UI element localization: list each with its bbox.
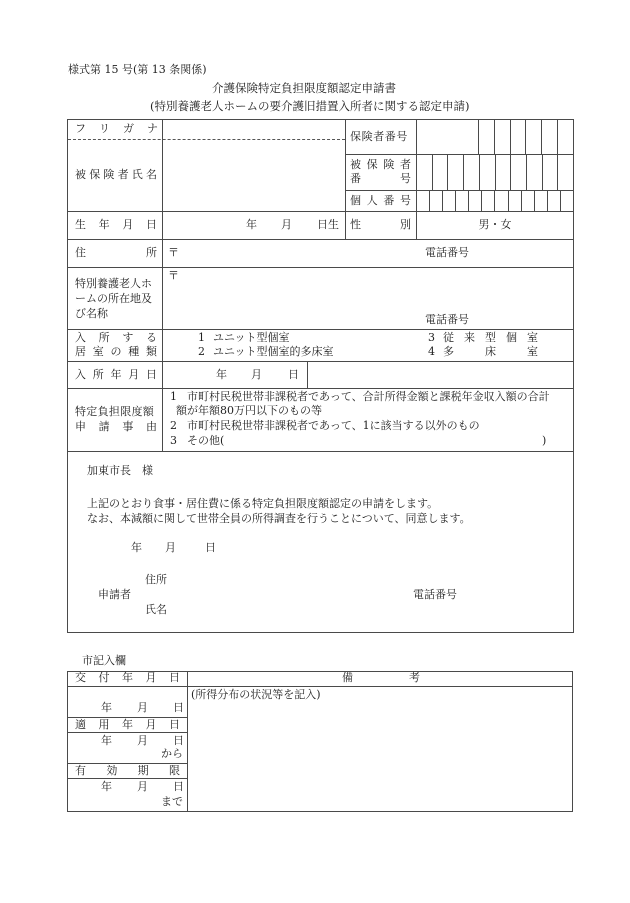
admission-blank-cell <box>307 361 574 389</box>
digit-box <box>527 155 543 190</box>
addressee: 加東市長 様 <box>87 464 153 477</box>
admission-month-unit: 月 <box>251 368 262 381</box>
room-type-1-number: 1 <box>198 331 205 344</box>
applicant-section <box>67 451 574 633</box>
application-month-unit: 月 <box>165 541 176 554</box>
furigana-divider <box>68 139 345 140</box>
room-type-1-label: ユニット型個室 <box>213 331 290 344</box>
room-type-2-number: 2 <box>198 345 205 358</box>
issue-month-unit: 月 <box>137 701 148 714</box>
digit-box <box>417 155 433 190</box>
remarks-body-cell <box>187 686 573 812</box>
furigana-label: フ リ ガ ナ <box>75 122 158 135</box>
room-type-3-label: 従 来 型 個 室 <box>443 331 538 344</box>
digit-box <box>482 191 495 211</box>
digit-box <box>433 155 449 190</box>
digit-box <box>430 191 443 211</box>
insurer-number-boxes <box>416 119 574 155</box>
issue-date-value-cell <box>67 686 188 718</box>
form-number: 様式第 15 号(第 13 条関係) <box>68 63 207 76</box>
issue-day-unit: 日 <box>173 701 184 714</box>
form-title: 介護保険特定負担限度額認定申請書 <box>212 81 396 95</box>
facility-value-cell <box>162 267 574 330</box>
application-day-unit: 日 <box>205 541 216 554</box>
admission-date-value-cell <box>162 361 308 389</box>
digit-box <box>496 155 512 190</box>
insured-name-label: 被保険者氏名 <box>75 168 161 181</box>
validity-day-unit: 日 <box>173 780 184 793</box>
birthdate-year-unit: 年 <box>246 218 257 231</box>
room-type-4-number: 4 <box>428 345 435 358</box>
admission-day-unit: 日 <box>288 368 299 381</box>
insured-number-label-line1: 被 保 険 者 <box>350 158 411 171</box>
remarks-header: 備 考 <box>342 671 420 684</box>
reason-3-text: その他( <box>187 434 225 447</box>
issue-year-unit: 年 <box>101 701 112 714</box>
digit-box <box>464 155 480 190</box>
insurer-number-blank <box>417 120 479 154</box>
digit-box <box>558 155 573 190</box>
from-label: から <box>161 747 183 760</box>
digit-box <box>558 120 573 154</box>
digit-box <box>543 155 559 190</box>
apply-year-unit: 年 <box>101 734 112 747</box>
admission-date-label: 入 所 年 月 日 <box>75 368 157 381</box>
insurer-number-label: 保険者番号 <box>350 130 408 143</box>
digit-box <box>469 191 482 211</box>
office-use-section-label: 市記入欄 <box>82 654 126 667</box>
digit-box <box>535 191 548 211</box>
digit-box <box>480 155 496 190</box>
address-phone-label: 電話番号 <box>425 246 469 259</box>
remarks-note: (所得分布の状況等を記入) <box>191 688 321 701</box>
insured-number-boxes <box>416 154 574 191</box>
facility-label: 特別養護老人ホームの所在地及び名称 <box>75 277 152 320</box>
form-subtitle: (特別養護老人ホームの要介護旧措置入所者に関する認定申請) <box>150 99 470 113</box>
digit-box <box>522 191 535 211</box>
admission-year-unit: 年 <box>216 368 227 381</box>
applicant-label: 申請者 <box>98 588 131 601</box>
application-year-unit: 年 <box>131 541 142 554</box>
room-type-label-line1: 入 所 す る <box>75 331 157 344</box>
reason-1-text: 市町村民税世帯非課税者であって、合計所得金額と課税年金収入額の合計 <box>187 390 550 403</box>
digit-box <box>443 191 456 211</box>
digit-box <box>511 120 527 154</box>
issue-date-label: 交 付 年 月 日 <box>75 671 180 684</box>
reason-1-number: 1 <box>170 390 177 403</box>
room-type-label-line2: 居 室 の 種 類 <box>75 345 157 358</box>
sex-options: 男・女 <box>478 218 512 231</box>
digit-box <box>495 120 511 154</box>
room-type-2-label: ユニット型個室的多床室 <box>213 345 334 358</box>
birthdate-month-unit: 月 <box>281 218 292 231</box>
reason-label-line1: 特定負担限度額 <box>75 405 155 418</box>
birthdate-label: 生 年 月 日 <box>75 218 157 231</box>
validity-year-unit: 年 <box>101 780 112 793</box>
postal-mark: 〒 <box>168 246 179 259</box>
validity-label: 有 効 期 限 <box>75 764 180 777</box>
statement-line-2: なお、本減額に関して世帯全員の所得調査を行うことについて、同意します。 <box>87 512 471 525</box>
validity-month-unit: 月 <box>137 780 148 793</box>
address-label: 住 所 <box>75 246 157 259</box>
reason-2-number: 2 <box>170 419 177 432</box>
statement-line-1: 上記のとおり食事・居住費に係る特定負担限度額認定の申請をします。 <box>87 497 439 510</box>
reason-3-close: ) <box>542 434 547 447</box>
name-value-cell <box>162 119 346 212</box>
address-value-cell <box>162 239 574 268</box>
digit-box <box>495 191 508 211</box>
reason-2-text: 市町村民税世帯非課税者であって、1に該当する以外のもの <box>187 419 480 432</box>
reason-3-number: 3 <box>170 434 177 447</box>
applicant-phone-label: 電話番号 <box>413 588 457 601</box>
apply-month-unit: 月 <box>137 734 148 747</box>
apply-day-unit: 日 <box>173 734 184 747</box>
digit-box <box>526 120 542 154</box>
reason-1-continuation: 額が年額80万円以下のもの等 <box>176 404 322 417</box>
room-type-4-label: 多 床 室 <box>443 345 538 358</box>
until-label: まで <box>161 795 183 808</box>
digit-box <box>561 191 573 211</box>
digit-box <box>479 120 495 154</box>
birthdate-day-unit: 日生 <box>317 218 339 231</box>
digit-box <box>509 191 522 211</box>
apply-date-label: 適 用 年 月 日 <box>75 718 180 731</box>
digit-box <box>548 191 561 211</box>
digit-box <box>456 191 469 211</box>
room-type-3-number: 3 <box>428 331 435 344</box>
digit-box <box>417 191 430 211</box>
digit-box <box>448 155 464 190</box>
applicant-address-label: 住所 <box>145 573 167 586</box>
sex-label: 性 別 <box>350 218 411 231</box>
individual-number-label: 個 人 番 号 <box>350 194 411 207</box>
applicant-name-label: 氏名 <box>145 603 167 616</box>
individual-number-boxes <box>416 190 574 212</box>
digit-box <box>511 155 527 190</box>
reason-label-line2: 申 請 事 由 <box>75 420 157 433</box>
facility-postal-mark: 〒 <box>168 269 179 282</box>
digit-box <box>542 120 558 154</box>
insured-number-label-line2: 番 号 <box>350 172 411 185</box>
facility-phone-label: 電話番号 <box>425 313 469 326</box>
